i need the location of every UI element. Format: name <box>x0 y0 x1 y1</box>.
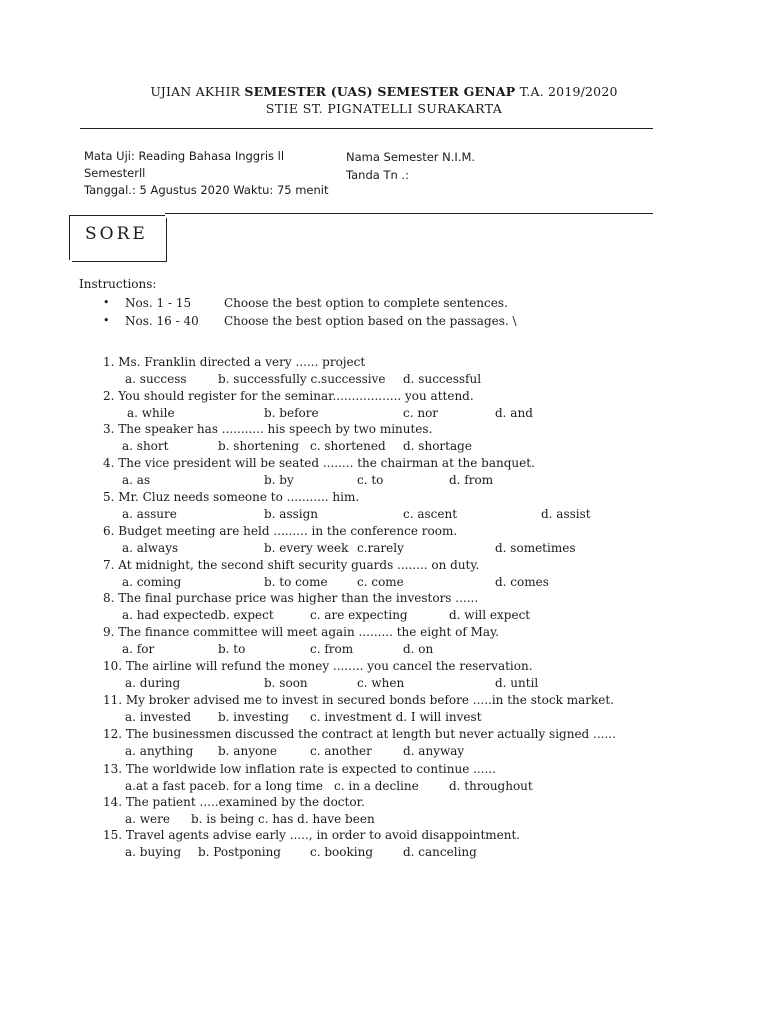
answer-option: d. assist <box>541 507 591 521</box>
answer-option: c. to <box>357 473 384 487</box>
answer-option: a. during <box>125 676 181 690</box>
answer-option: c.rarely <box>357 541 404 555</box>
semester-field: Semesterll <box>84 166 146 180</box>
answer-option: d. comes <box>495 575 549 589</box>
answer-option: a. assure <box>122 507 177 521</box>
question-text: 4. The vice president will be seated ........ the chairman at the banquet. <box>103 456 535 470</box>
answer-option: b. by <box>264 473 294 487</box>
answer-option: b. soon <box>264 676 308 690</box>
question-text: 13. The worldwide low inflation rate is expected to continue ...... <box>103 762 496 776</box>
question-text: 3. The speaker has ........... his speech by two minutes. <box>103 422 433 436</box>
session-label: SORE <box>85 224 148 244</box>
bullet-icon: • <box>103 314 110 327</box>
answer-option: c. in a decline <box>334 779 419 793</box>
answer-option: b. investing <box>218 710 289 724</box>
instruction-text: Choose the best option to complete sentences. <box>224 296 508 310</box>
answer-option: b. assign <box>264 507 319 521</box>
instruction-range: Nos. 16 - 40 <box>125 314 199 328</box>
answer-option: b. before <box>264 406 319 420</box>
answer-option: d. shortage <box>403 439 472 453</box>
answer-option: c. investment d. I will invest <box>310 710 482 724</box>
answer-option: c. are expecting <box>310 608 408 622</box>
answer-option: b. successfully c.successive <box>218 372 386 386</box>
answer-option: a. were <box>125 812 170 826</box>
answer-option: b. shortening <box>218 439 300 453</box>
instructions-label: Instructions: <box>79 277 157 291</box>
answer-option: c. when <box>357 676 405 690</box>
answer-option: b. every week <box>264 541 349 555</box>
answer-option: c. another <box>310 744 372 758</box>
info-divider <box>165 213 653 214</box>
answer-option: c. from <box>310 642 354 656</box>
answer-option: a. while <box>127 406 175 420</box>
tanggal-field: Tanggal.: 5 Agustus 2020 Waktu: 75 menit <box>84 183 329 197</box>
answer-option: d. successful <box>403 372 482 386</box>
answer-option: b. is being c. has d. have been <box>191 812 375 826</box>
answer-option: b. for a long time <box>218 779 323 793</box>
tanda-field: Tanda Tn .: <box>346 168 409 182</box>
answer-option: a.at a fast pace <box>125 779 218 793</box>
question-text: 11. My broker advised me to invest in secured bonds before .....in the stock market. <box>103 693 614 707</box>
answer-option: a. always <box>122 541 179 555</box>
answer-option: a. success <box>125 372 187 386</box>
answer-option: d. on <box>403 642 434 656</box>
answer-option: b. to <box>218 642 246 656</box>
bullet-icon: • <box>103 296 110 309</box>
answer-option: c. shortened <box>310 439 386 453</box>
answer-option: a. coming <box>122 575 182 589</box>
header-divider <box>80 128 653 129</box>
instruction-text: Choose the best option based on the passages. \ <box>224 314 517 328</box>
nama-field: Nama Semester N.I.M. <box>346 150 476 164</box>
answer-option: c. come <box>357 575 404 589</box>
question-text: 14. The patient .....examined by the doctor. <box>103 795 365 809</box>
answer-option: a. invested <box>125 710 191 724</box>
answer-option: c. nor <box>403 406 439 420</box>
answer-option: a. buying <box>125 845 182 859</box>
question-text: 5. Mr. Cluz needs someone to ........... him. <box>103 490 360 504</box>
answer-option: a. anything <box>125 744 194 758</box>
question-text: 10. The airline will refund the money ........ you cancel the reservation. <box>103 659 533 673</box>
question-text: 2. You should register for the seminar.................. you attend. <box>103 389 474 403</box>
question-text: 7. At midnight, the second shift security guards ........ on duty. <box>103 558 480 572</box>
answer-option: a. as <box>122 473 151 487</box>
question-text: 1. Ms. Franklin directed a very ...... project <box>103 355 366 369</box>
mata-uji-field: Mata Uji: Reading Bahasa Inggris ll <box>84 149 285 163</box>
answer-option: b. to come <box>264 575 328 589</box>
answer-option: d. will expect <box>449 608 531 622</box>
answer-option: c. booking <box>310 845 373 859</box>
question-text: 9. The finance committee will meet again ......... the eight of May. <box>103 625 500 639</box>
answer-option: d. throughout <box>449 779 533 793</box>
question-text: 15. Travel agents advise early ....., in order to avoid disappointment. <box>103 828 521 842</box>
institution-name: STIE ST. PIGNATELLI SURAKARTA <box>265 101 503 116</box>
answer-option: b. Postponing <box>198 845 281 859</box>
answer-option: d. anyway <box>403 744 465 758</box>
answer-option: a. for <box>122 642 155 656</box>
instruction-range: Nos. 1 - 15 <box>125 296 192 310</box>
answer-option: d. from <box>449 473 494 487</box>
answer-option: d. until <box>495 676 539 690</box>
exam-title: UJIAN AKHIR SEMESTER (UAS) SEMESTER GENAP T.A. 2019/2020 <box>150 84 618 99</box>
answer-option: d. and <box>495 406 533 420</box>
answer-option: a. had expectedb. expect <box>122 608 274 622</box>
answer-option: d. canceling <box>403 845 477 859</box>
question-text: 12. The businessmen discussed the contract at length but never actually signed ...... <box>103 727 616 741</box>
answer-option: a. short <box>122 439 169 453</box>
answer-option: c. ascent <box>403 507 458 521</box>
question-text: 6. Budget meeting are held ......... in the conference room. <box>103 524 458 538</box>
answer-option: d. sometimes <box>495 541 576 555</box>
question-text: 8. The final purchase price was higher than the investors ...... <box>103 591 479 605</box>
answer-option: b. anyone <box>218 744 278 758</box>
